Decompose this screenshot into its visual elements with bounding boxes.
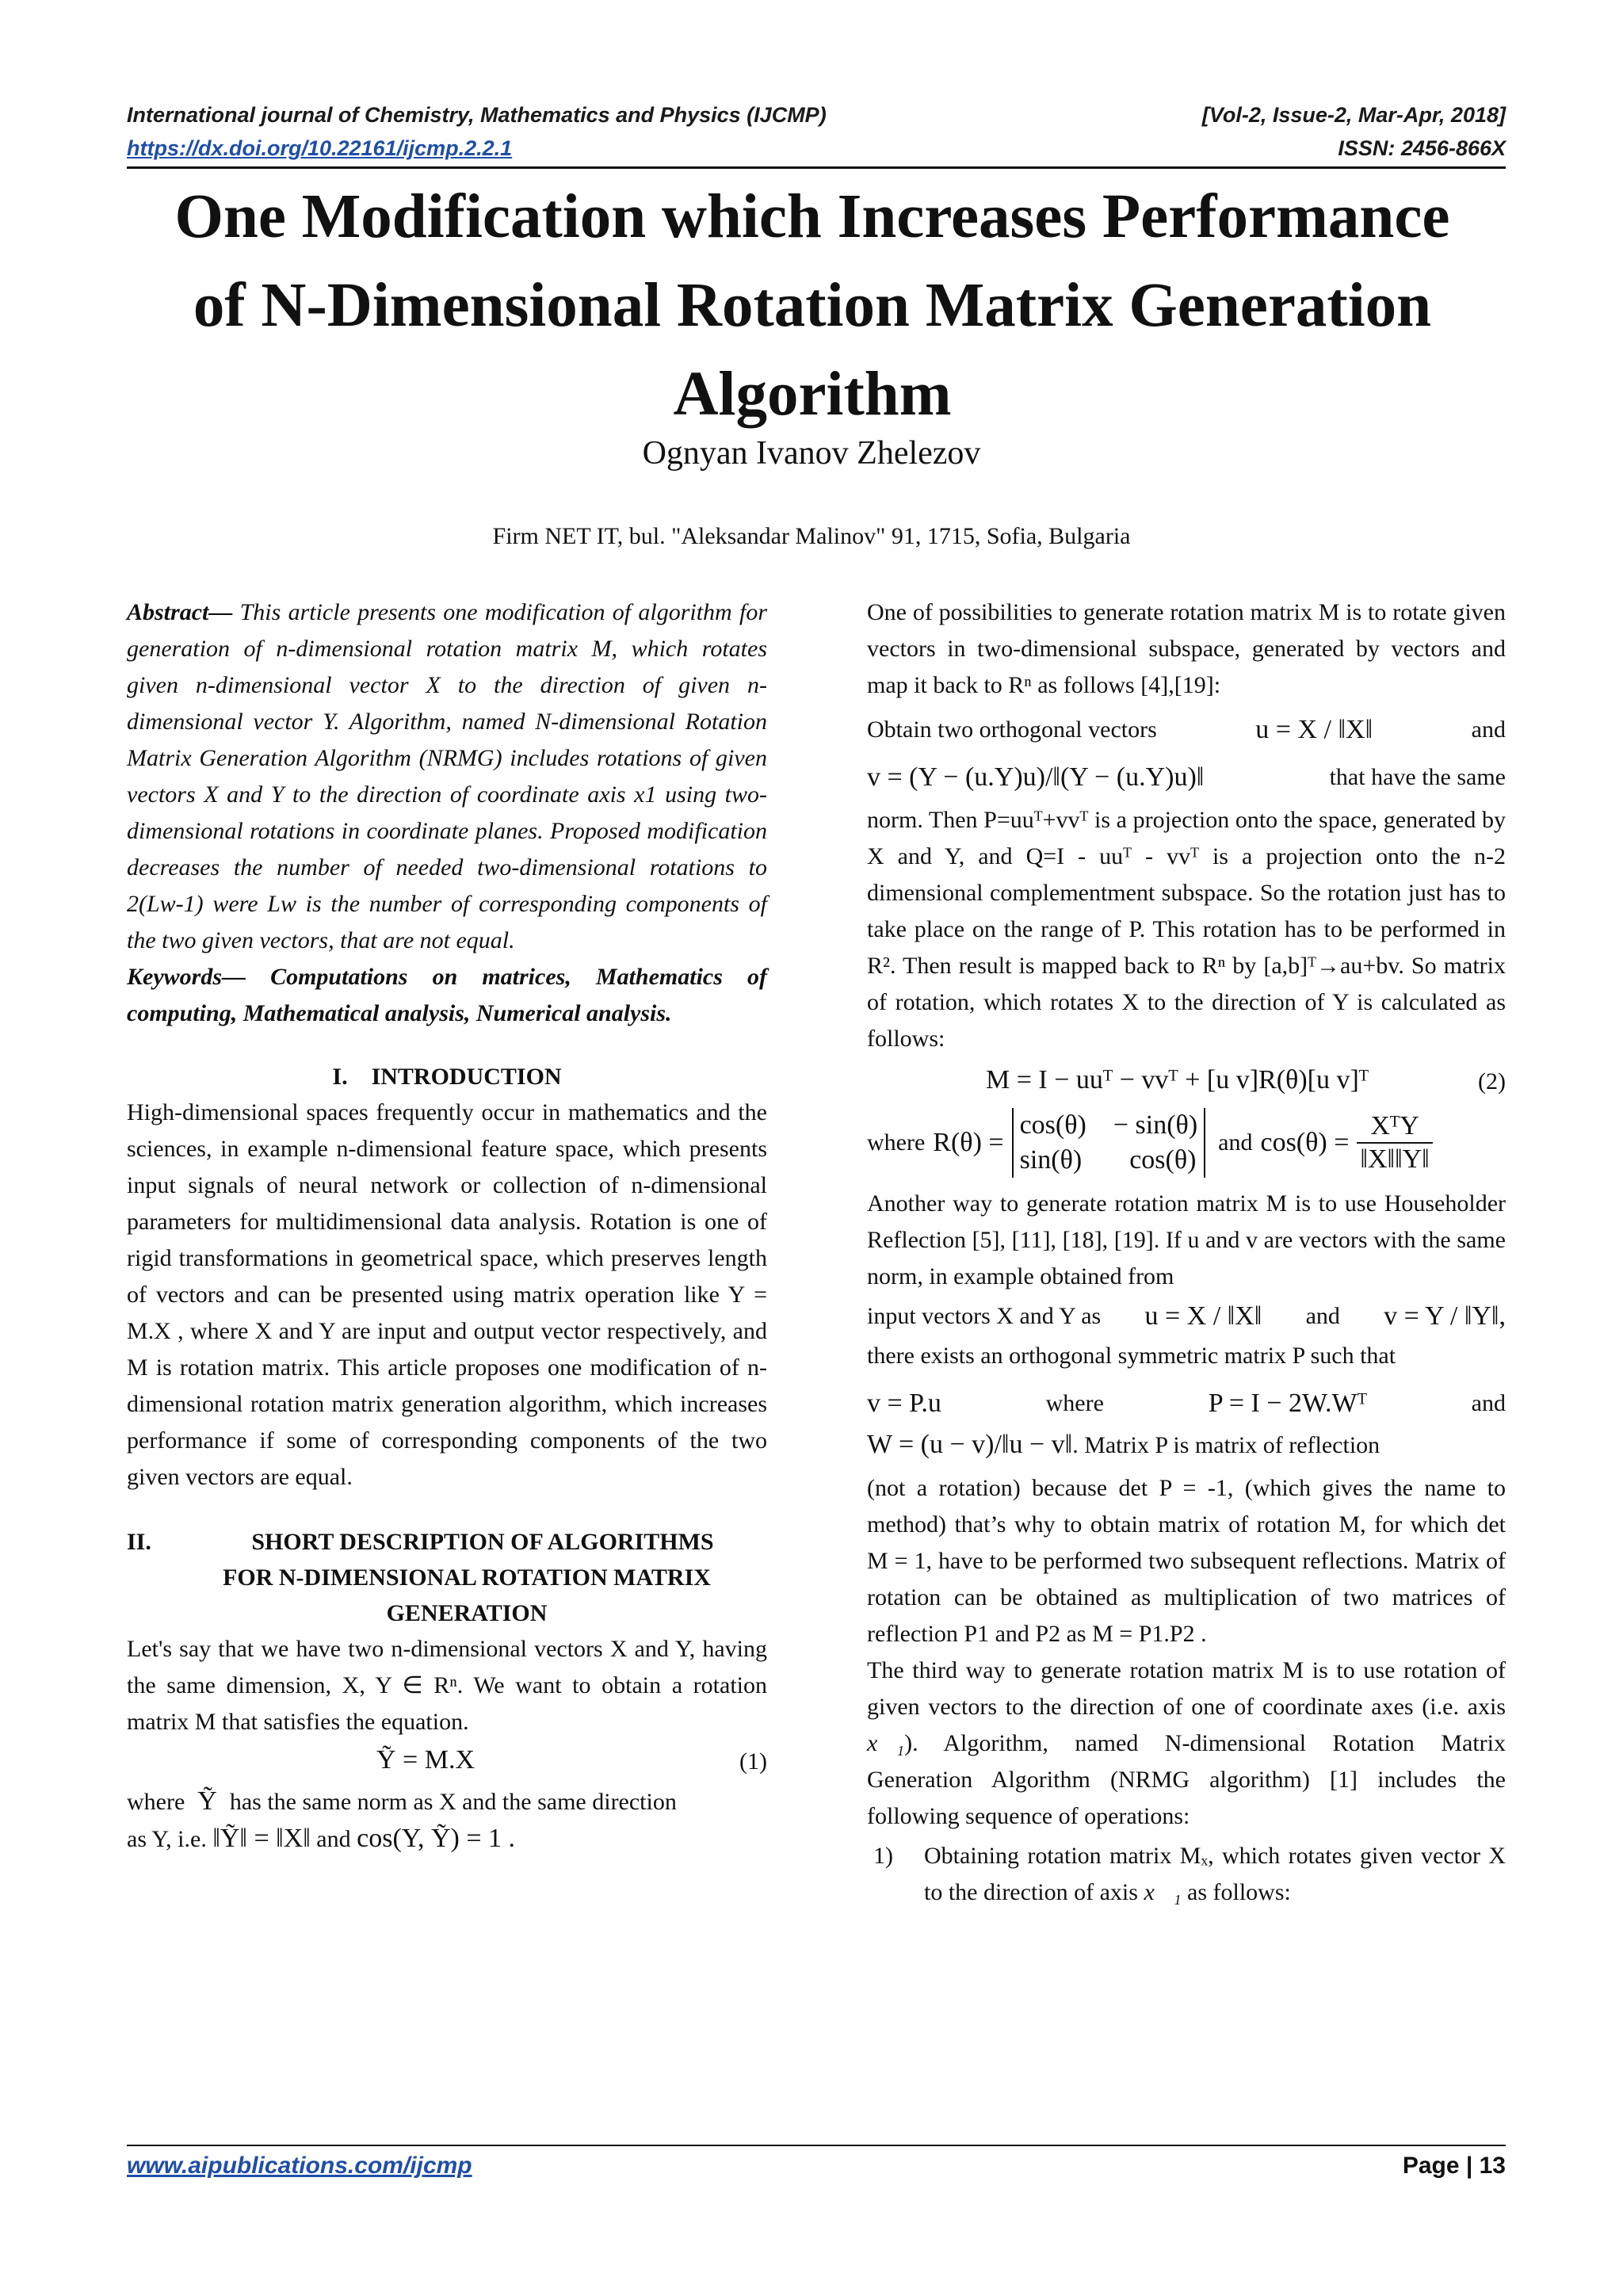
para-7-a: The third way to generate rotation matrix M is to use rotation of given vectors to the direction of one of coordinate axes (i.e. axis	[867, 1657, 1506, 1720]
where-text: has the same norm as X and the same direction	[229, 1789, 677, 1815]
section-1-text: High-dimensional spaces frequently occur in mathematics and the sciences, in example n-dimensional feature space, which presents input signals of neural network or collection of n-dimensional parameters for multidimensional data analysis. Rotation is one of rigid transformations in geometrical space, which preserves length of vectors and can be presented using matrix operation like Y = M.X , where X and Y are input and output vector respectively, and M is rotation matrix. This article proposes one modification of n-dimensional rotation matrix generation algorithm, which increases performance if some of corresponding components of the two given vectors are equal.	[127, 1099, 767, 1490]
equation-1-body: Ỹ = M.X	[376, 1745, 475, 1775]
para-2-tail: that have the same	[1329, 764, 1506, 790]
para-6: (not a rotation) because det P = -1, (which gives the name to method) that’s why to obtain matrix of rotation M, for which det M = 1, have to be performed two subsequent reflections. Matrix of rotation can be obtained as multiplication of two matrices of reflection P1 and P2 as M = P1.P2 .	[867, 1475, 1506, 1647]
u-norm-definition: u = X / ‖X‖	[1144, 1301, 1262, 1331]
para-2-and: and	[1471, 716, 1506, 743]
rotation-matrix	[1012, 1108, 1206, 1178]
where-word-2: where	[867, 1129, 926, 1156]
para-4-line	[867, 1298, 1506, 1335]
r12: − sin(θ)	[1113, 1110, 1198, 1140]
where-word: where	[127, 1789, 185, 1815]
rotation-definition	[867, 1108, 1506, 1178]
para-5-and: and	[1471, 1390, 1506, 1416]
and-word: and	[316, 1826, 351, 1852]
equation-2	[867, 1057, 1506, 1103]
section-2-number: II.	[127, 1529, 151, 1555]
para-5-line-2	[867, 1427, 1506, 1464]
paper-title	[95, 173, 1529, 439]
list-item-1	[867, 1838, 1506, 1911]
list-item-1-number: 1)	[873, 1843, 893, 1869]
author: Ognyan Ivanov Zhelezov	[642, 435, 981, 472]
para-4-and: and	[1305, 1303, 1340, 1329]
right-column	[867, 594, 1506, 1911]
para-7-b: ). Algorithm, named N-dimensional Rotation Matrix Generation Algorithm (NRMG algorithm) [1] includes the following sequence of operations:	[867, 1730, 1506, 1829]
section-2-text: Let's say that we have two n-dimensional vectors X and Y, having the same dimension, X, Y ∈ Rⁿ. We want to obtain a rotation matrix M that satisfies the equation.	[127, 1636, 767, 1735]
abstract-label: Abstract—	[127, 599, 233, 625]
r21: sin(θ)	[1019, 1145, 1083, 1175]
footer-rule	[127, 2145, 1506, 2146]
cos-equality: cos(Y, Ỹ) = 1 .	[357, 1824, 515, 1853]
journal-name: International journal of Chemistry, Mathematics and Physics (IJCMP)	[127, 103, 827, 127]
section-2-heading-line-2: FOR N-DIMENSIONAL ROTATION MATRIX	[223, 1564, 711, 1591]
and-word-2: and	[1218, 1129, 1253, 1156]
doi-link[interactable]: https://dx.doi.org/10.22161/ijcmp.2.2.1	[127, 136, 513, 160]
w-definition: W = (u − v)/‖u − v‖	[867, 1430, 1073, 1459]
v-definition: v = (Y − (u.Y)u)/‖(Y − (u.Y)u)‖	[867, 762, 1205, 792]
v-equals-pu: v = P.u	[867, 1389, 941, 1418]
u-definition: u = X / ‖X‖	[1255, 715, 1373, 744]
affiliation: Firm NET IT, bul. "Aleksandar Malinov" 91, 1715, Sofia, Bulgaria	[492, 523, 1131, 549]
cos-theta-fraction	[1357, 1110, 1432, 1175]
equation-2-body: M = I − uuᵀ − vvᵀ + [u v]R(θ)[u v]ᵀ	[986, 1065, 1369, 1095]
para-7	[867, 1652, 1506, 1835]
v-norm-definition: v = Y / ‖Y‖,	[1384, 1301, 1506, 1331]
abstract-text: This article presents one modification of algorithm for generation of n-dimensional rotation matrix M, which rotates given n-dimensional vector X to the direction of given n-dimensional vector Y. Algorithm, named N-dimensional Rotation Matrix Generation Algorithm (NRMG) includes rotations of given vectors X and Y to the direction of coordinate axis x1 using two-dimensional rotations in coordinate planes. Proposed modification decreases the number of needed two-dimensional rotations to 2(Lw-1) were Lw is the number of corresponding components of the two given vectors, that are not equal.	[127, 599, 767, 953]
keywords	[127, 959, 767, 1032]
para-5-where: where	[1045, 1390, 1104, 1416]
list-item-1-text: Obtaining rotation matrix Mₓ, which rotates given vector X to the direction of axis	[924, 1843, 1506, 1905]
page-number: Page | 13	[1402, 2153, 1506, 2179]
title-line-1: One Modification which Increases Performance	[174, 182, 1450, 251]
norm-equality: ‖Ỹ‖ = ‖X‖	[212, 1824, 311, 1853]
section-2-heading-line-1: SHORT DESCRIPTION OF ALGORITHMS	[251, 1529, 714, 1555]
r22: cos(θ)	[1129, 1145, 1197, 1175]
section-2-where	[127, 1783, 767, 1858]
abstract	[127, 594, 767, 959]
keywords-text: Computations on matrices, Mathematics of computing, Mathematical analysis, Numerical analysis.	[127, 964, 767, 1026]
equation-1-number: (1)	[739, 1748, 767, 1775]
para-5-line	[867, 1385, 1506, 1422]
para-5: there exists an orthogonal symmetric matrix P such that	[867, 1343, 1396, 1369]
left-column	[127, 594, 767, 1858]
para-3: norm. Then P=uuᵀ+vvᵀ is a projection onto the space, generated by X and Y, and Q=I - uuᵀ - vvᵀ is a projection onto the n-2 dimensional complementment subspace. So the rotation just has to take place on the range of P. This rotation has to be performed in R². Then result is mapped back to Rⁿ by [a,b]ᵀ→au+bv. So matrix of rotation, which rotates X to the direction of Y is calculated as follows:	[867, 807, 1506, 1052]
list-item-axis-x1: x⃗₁	[1144, 1879, 1182, 1905]
para-4-lead: input vectors X and Y as	[867, 1303, 1102, 1329]
para-2-lead: Obtain two orthogonal vectors	[867, 716, 1157, 743]
issn: ISSN: 2456-866X	[1338, 136, 1506, 160]
equation-2-number: (2)	[1478, 1068, 1506, 1095]
cos-theta-numerator: XᵀY	[1357, 1110, 1432, 1144]
section-1-heading: I. INTRODUCTION	[332, 1064, 562, 1090]
p-definition: P = I − 2W.Wᵀ	[1208, 1389, 1367, 1418]
title-line-3: Algorithm	[673, 360, 952, 429]
y-tilde: Ỹ	[190, 1786, 224, 1816]
axis-x1: x⃗₁	[867, 1730, 905, 1756]
para-1: One of possibilities to generate rotation matrix M is to rotate given vectors in two-dimensional subspace, generated by vectors and map it back to Rⁿ as follows [4],[19]:	[867, 599, 1506, 698]
footer-link[interactable]: www.aipublications.com/ijcmp	[127, 2153, 472, 2179]
r11: cos(θ)	[1019, 1110, 1086, 1140]
as-y-text: as Y, i.e.	[127, 1826, 207, 1852]
list-item-1-tail: as follows:	[1187, 1879, 1291, 1905]
header-rule	[127, 166, 1506, 169]
title-line-2: of N-Dimensional Rotation Matrix Generation	[193, 271, 1432, 340]
cos-theta-lhs: cos(θ) =	[1260, 1128, 1350, 1157]
section-2-heading-line-3: GENERATION	[386, 1600, 548, 1626]
para-2-line	[867, 712, 1506, 748]
section-2-heading	[127, 1524, 767, 1631]
para-4: Another way to generate rotation matrix M is to use Householder Reflection [5], [11], [18], [19]. If u and v are vectors with the same norm, in example obtained from	[867, 1190, 1506, 1289]
r-theta-lhs: R(θ) =	[933, 1128, 1004, 1157]
equation-1	[127, 1740, 767, 1783]
volume-info: [Vol-2, Issue-2, Mar-Apr, 2018]	[1201, 103, 1506, 127]
keywords-label: Keywords—	[127, 964, 246, 990]
cos-theta-denominator: ‖X‖‖Y‖	[1360, 1144, 1430, 1174]
para-2-line-2	[867, 759, 1506, 796]
para-5-rest: . Matrix P is matrix of reflection	[1072, 1432, 1381, 1458]
